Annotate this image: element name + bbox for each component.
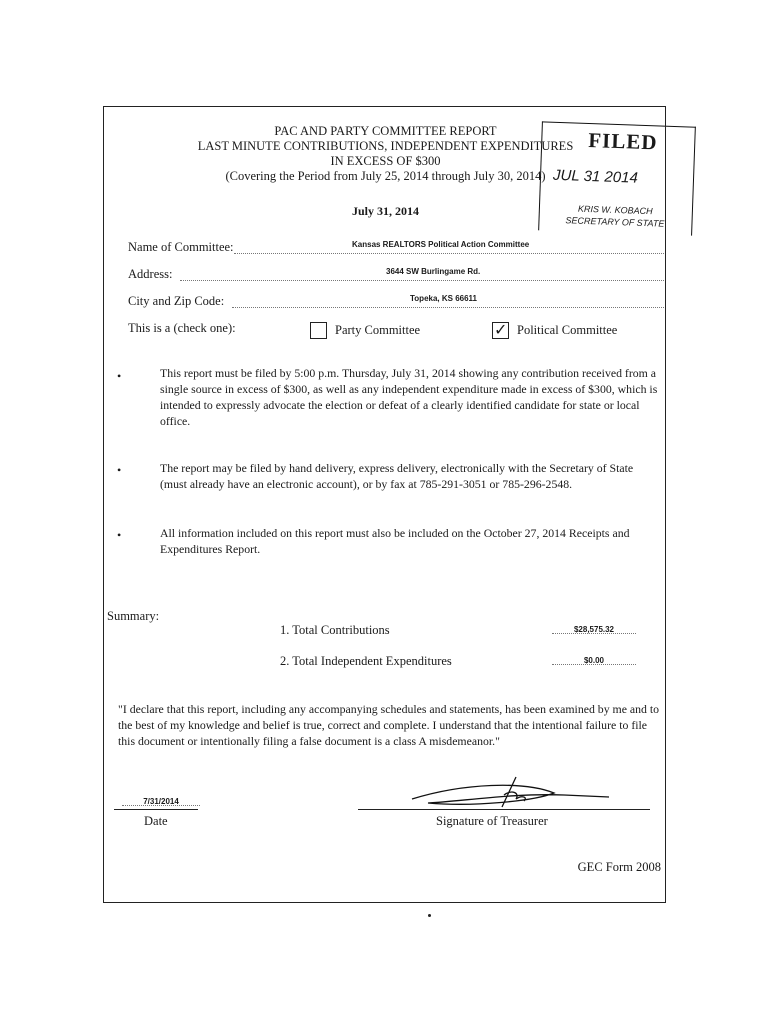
date-field [122,791,200,806]
party-committee-checkbox[interactable] [310,322,327,339]
date-value: 7/31/2014 [143,797,179,806]
total-expenditures-field [552,650,636,665]
bullet-2-icon: • [117,463,122,477]
instruction-receipts-report: All information included on this report must also be included on the October 27, 2014 Receipts and Expenditures Report. [160,526,630,556]
total-expenditures-label: 2. Total Independent Expenditures [280,654,452,668]
political-committee-label: Political Committee [517,323,618,337]
total-contributions-field [552,619,636,634]
form-id: GEC Form 2008 [577,860,661,874]
address-label: Address: [128,267,173,281]
signature-label: Signature of Treasurer [436,814,548,828]
report-subtitle: LAST MINUTE CONTRIBUTIONS, INDEPENDENT EXPENDITURES [197,139,574,153]
stamp-date: JUL 31 2014 [552,166,639,187]
report-title: PAC AND PARTY COMMITTEE REPORT [274,124,497,138]
city-zip-field [232,293,664,308]
city-zip-value: Topeka, KS 66611 [410,294,477,303]
party-committee-option[interactable] [310,321,420,339]
report-threshold: IN EXCESS OF $300 [330,154,441,168]
report-period: (Covering the Period from July 25, 2014 through July 30, 2014) [225,169,546,183]
scan-dot [428,914,431,917]
total-contributions-value: $28,575.32 [573,625,615,634]
report-page [103,106,666,903]
party-committee-label: Party Committee [335,323,421,337]
date-label: Date [144,814,168,828]
total-contributions-label: 1. Total Contributions [280,623,390,637]
bullet-1-icon: • [117,369,122,383]
date-underline [114,809,198,810]
checkmark-icon: ✓ [494,319,508,339]
signature-line [358,809,650,810]
stamp-office: SECRETARY OF STATE [565,215,665,229]
committee-name-field [234,239,664,254]
summary-label: Summary: [107,609,160,623]
committee-name-label: Name of Committee: [128,240,234,254]
stamp-name: KRIS W. KOBACH [577,203,653,217]
treasurer-signature [404,771,614,813]
political-committee-checkbox[interactable] [492,319,509,339]
address-value: 3644 SW Burlingame Rd. [386,267,481,276]
bullet-3-icon: • [117,528,122,542]
political-committee-option[interactable] [492,321,617,339]
instruction-filing-deadline: This report must be filed by 5:00 p.m. Thursday, July 31, 2014 showing any contribution received from a single source in excess of $300, as well as any independent expenditure made in excess of $300, which is intended to expressly advocate the election or defeat of a clearly identified candidate for state or local office. [160,366,658,428]
committee-name-value: Kansas REALTORS Political Action Committee [352,240,530,249]
check-one-label: This is a (check one): [128,321,236,335]
report-date: July 31, 2014 [351,204,419,218]
address-field [180,266,664,281]
total-expenditures-value: $0.00 [583,656,605,665]
stamp-filed-text: FILED [587,127,658,155]
instruction-filing-methods: The report may be filed by hand delivery, express delivery, electronically with the Secretary of State (must already have an electronic account), or by fax at 785-291-3051 or 785-296-2548. [160,461,634,491]
declaration-statement: "I declare that this report, including any accompanying schedules and statements, has been examined by me and to the best of my knowledge and belief is true, correct and complete. I understand that the intentional failure to file this document or intentionally filing a false document is a class A misdemeanor." [118,702,660,748]
city-zip-label: City and Zip Code: [128,294,225,308]
